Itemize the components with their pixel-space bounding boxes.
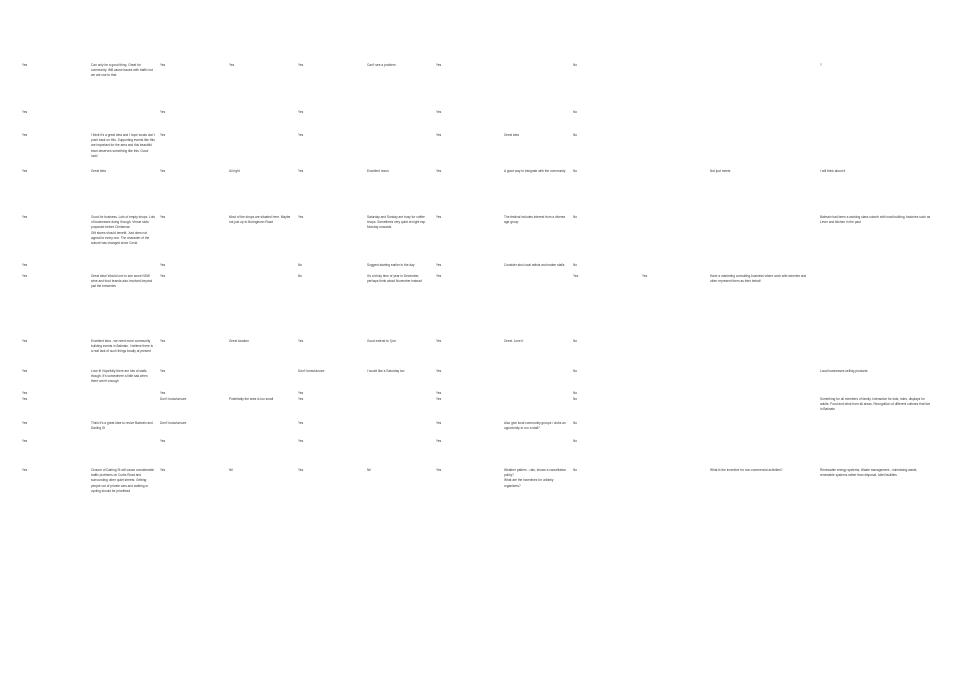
table-cell: Yes [436,468,442,472]
table-cell: No [573,369,578,373]
table-cell: Yes [436,339,442,343]
table-cell: Yes [22,63,28,67]
table-cell: A good way to integrate with the community [504,169,566,173]
table-cell: No [573,439,578,443]
table-cell: Yes [160,369,166,373]
table-cell: Yes [22,133,28,137]
table-cell: Also give local community groups / clubs an opportunity to run a stall? [504,421,566,431]
table-cell: Yes [160,339,166,343]
table-cell: Excellent hours [367,169,389,173]
table-cell: Yes [298,468,304,472]
table-cell: Consider also local artists and maker stalls [504,263,565,267]
table-cell: Yes [298,439,304,443]
table-cell: Yes [160,439,166,443]
table-cell: Yes [22,169,28,173]
table-cell: Not just meets [710,169,731,173]
table-cell: Yes [298,215,304,219]
table-cell: Yes [298,169,304,173]
table-cell: No [573,421,578,425]
table-cell: Yes [436,110,442,114]
table-cell: Nil [229,468,233,472]
table-cell: Yes [22,391,28,395]
table-cell: Yes [298,110,304,114]
table-cell: Great location [229,339,249,343]
table-cell: Don’t know/unsure [298,369,325,373]
table-cell: Great idea [504,133,519,137]
table-cell: Yes [22,439,28,443]
table-cell: Yes [160,263,166,267]
table-cell: Yes [436,63,442,67]
table-cell: Have a marketing consulting business where work with wineries and other represent them as their behalf [710,274,807,284]
table-cell: All right [229,169,240,173]
table-cell: No [573,63,578,67]
table-cell: The festival includes interest from a diverse age group [504,215,566,225]
table-cell: Yes [160,274,166,278]
table-cell: Yes [160,391,166,395]
table-cell: Don’t know/unsure [160,421,187,425]
table-cell: Great idea! Would love to see some NSW wine and food brands also involved beyond just the breweries [91,274,153,289]
table-cell: No [298,274,303,278]
table-cell: Something for all members of family. Interactive for kids, rides, displays for adults. Food and drink from all areas. Recognition of different cultures that live in Balmain [820,397,931,412]
table-cell: Yes [298,63,304,67]
table-cell: Closure of Darling St will cause considerable traffic problems on Curtis Road and surrounding other quiet streets. Getting people out of private cars and walking or cycling should be prioritised [91,468,155,493]
table-cell: Yes [160,63,166,67]
table-cell: Yes [298,397,304,401]
table-cell: No [573,110,578,114]
table-cell: Yes [436,169,442,173]
table-cell: Suggest starting earlier in the day [367,263,415,267]
table-cell: Can only be a good thing. Great for community. Will cause issues with traffic but we are use to that [91,63,153,78]
table-cell: Yes [160,468,166,472]
table-cell: Yes [22,110,28,114]
table-cell: No [573,133,578,137]
table-cell: No [573,263,578,267]
table-cell: Yes [436,133,442,137]
table-cell: Yes [573,274,579,278]
table-cell: Most of the shops are situated here. Maybe not just up to Boringbonn Road [229,215,291,225]
table-cell: I would like a Saturday too [367,369,405,373]
table-cell: Yes [436,263,442,267]
table-cell: Yes [229,63,235,67]
table-cell: Yes [298,133,304,137]
table-cell: Yes [298,339,304,343]
table-cell: I think it’s a great idea and I hope locals don’t push back on this. Supporting events like this are important for the area and this beautiful town deserves something like this. Good luck! [91,133,155,158]
table-cell: No [573,339,578,343]
table-cell: No [573,397,578,401]
table-cell: No [573,215,578,219]
table-cell: Excellent idea - we need more community building events in Balmain. I believe there is a real lack of such things locally at present [91,339,154,354]
table-cell: Renewable energy systems; Waste management - minimising waste, renewable systems rather than disposal, toilet facilities [820,468,918,478]
table-cell: Yes [22,397,28,401]
table-cell: Local businesses selling products [820,369,868,373]
table-cell: Yes [160,133,166,137]
table-cell: Yes [160,215,166,219]
table-cell: No [573,468,578,472]
table-cell: Think it’s a great idea to revive Balmain and Darling St [91,421,153,431]
table-cell: Love it! Hopefully there are lots of stalls though. It’s somewhere a little sad when there aren’t enough [91,369,148,384]
table-cell: Yes [22,274,28,278]
table-cell: Yes [436,397,442,401]
table-cell: No [573,391,578,395]
table-cell: No [298,263,303,267]
table-cell: Yes [436,421,442,425]
table-cell: Yes [160,169,166,173]
table-cell: Yes [436,439,442,443]
table-cell: Yes [160,110,166,114]
table-cell: Yes [436,215,442,219]
table-cell: Yes [22,421,28,425]
table-cell: What is the incentive for non-commercial activities? [710,468,783,472]
table-cell: Great. Love it [504,339,524,343]
table-cell: Yes [22,339,28,343]
table-cell: Potentially the area is too small [229,397,274,401]
table-cell: Yes [642,274,648,278]
table-cell: Yes [298,421,304,425]
table-cell: Yes [22,215,28,219]
table-cell: Yes [436,369,442,373]
table-cell: I will think about it [820,169,846,173]
table-cell: Balmain had been a working class suburb with boat building, factories such as Lever and kitchen in the past [820,215,931,225]
table-cell: It’s a tricky time of year in December, perhaps think about November instead [367,274,422,284]
table-cell: Yes [298,391,304,395]
table-cell: Yes [436,391,442,395]
table-cell: Saturday and Sunday are busy for coffee shops. Sometimes very quiet at night esp Monday onwards [367,215,426,230]
table-cell: Yes [436,274,442,278]
table-cell: No [573,169,578,173]
table-cell: ? [820,63,822,67]
table-cell: Nil [367,468,371,472]
table-cell: Don’t know/unsure [160,397,187,401]
table-cell: Weather pattern - rain, shows a cancellation policy? What are the incentives for unlikely organisers? [504,468,567,488]
table-cell: Yes [22,263,28,267]
table-cell: Yes [22,468,28,472]
table-cell: Great idea [91,169,106,173]
table-cell: Good extend to 7pm [367,339,396,343]
table-cell: Good for business. Lots of empty shops. Lots of businesses doing it tough. Venue slots proposed before Christmas. Gift stores should benefit. Just does not appeal to every one. The character of the suburb has changed since Covid [91,215,155,246]
table-cell: Can’t see a problem [367,63,396,67]
table-cell: Yes [22,369,28,373]
